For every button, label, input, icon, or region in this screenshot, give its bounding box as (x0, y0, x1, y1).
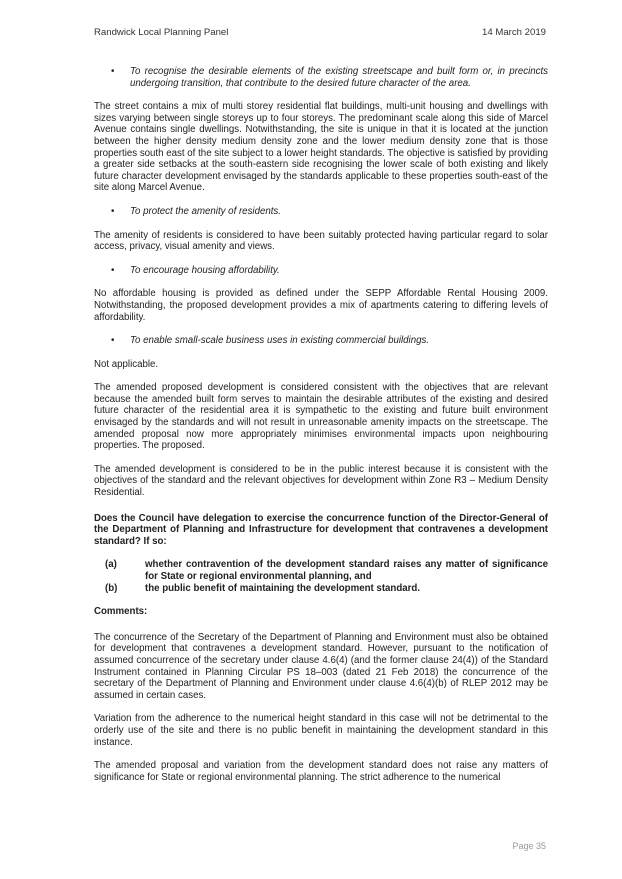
objective-text: To encourage housing affordability. (130, 264, 280, 276)
list-item-text: whether contravention of the development standard raises any matter of significance for State or regional environmental planning, and (145, 559, 548, 582)
comments-heading: Comments: (94, 606, 148, 618)
objective-text: To enable small-scale business uses in existing commercial buildings. (130, 335, 430, 347)
question-heading: Does the Council have delegation to exercise the concurrence function of the Director-General of the Department of Planning and Infrastructure for development that contravenes a development standard? If so: (94, 512, 548, 547)
criteria-list (94, 559, 548, 594)
objective-bullet-amenity (94, 206, 548, 218)
paragraph-consistency: The amended proposed development is considered consistent with the objectives that are relevant because the amended built form serves to maintain the desirable attributes of the existing and desired future character of the residential area it is sympathetic to the existing and future built environment envisaged by the standards and will not result in unreasonable amenity impacts on the streetscape. The amended proposal now more appropriately minimises environmental impacts upon neighbouring properties. The proposed. (94, 382, 548, 452)
paragraph-public-interest: The amended development is considered to be in the public interest because it is consistent with the objectives of the standard and the relevant objectives for development within Zone R3 – Medium Density Residential. (94, 463, 548, 499)
paragraph-variation: Variation from the adherence to the numerical height standard in this case will not be detrimental to the orderly use of the site and there is no public benefit in maintaining the development standard in this instance. (94, 713, 548, 748)
objective-bullet-business (94, 335, 548, 347)
list-item (94, 583, 548, 595)
list-item-label: (b) (105, 582, 118, 594)
paragraph-streetscape: The street contains a mix of multi storey residential flat buildings, multi-unit housing and dwellings with sizes varying between single storeys up to four storeys. The predominant scale along this side of Marcel Avenue contains single dwellings. Notwithstanding, the site is unique in that it is located at the junction between the higher density medium density zone and the lower medium density zone that is those properties south east of the site subject to a lower height standards. The objective is satisfied by providing a greater side setbacks at the south-eastern side recognising the lower scale of both existing and likely future character development envisaged by the standards applicable to these properties south-east of the site along Marcel Avenue. (94, 101, 548, 194)
paragraph-concurrence: The concurrence of the Secretary of the Department of Planning and Environment must also be obtained for development that contravenes a development standard. However, pursuant to the notification of assumed concurrence of the secretary under clause 4.6(4) (and the former clause 24(4)) of the Standard Instrument contained in Planning Circular PS 18–003 (dated 21 Feb 2018) the concurrence of the secretary of the Department of Planning and Environment under clause 4.6(4)(b) of RLEP 2012 may be assumed in certain cases. (94, 631, 548, 701)
objective-bullet-streetscape (94, 66, 548, 89)
document-body (94, 66, 548, 795)
header-date: 14 March 2019 (482, 27, 546, 38)
objective-bullet-affordability (94, 265, 548, 277)
list-item-text: the public benefit of maintaining the development standard. (145, 582, 421, 594)
page-number: Page 35 (512, 841, 546, 851)
paragraph-amenity: The amenity of residents is considered to have been suitably protected having particular regard to solar access, privacy, visual amenity and views. (94, 229, 548, 253)
bullet-icon: • (111, 264, 115, 276)
list-item-label: (a) (105, 559, 117, 571)
paragraph-not-applicable: Not applicable. (94, 358, 159, 370)
objective-text: To protect the amenity of residents. (130, 205, 281, 217)
paragraph-significance: The amended proposal and variation from the development standard does not raise any matters of significance for State or regional environmental planning. The strict adherence to the numerical (94, 760, 548, 783)
header-panel-name: Randwick Local Planning Panel (94, 27, 229, 38)
list-item (94, 559, 548, 582)
bullet-icon: • (111, 335, 115, 347)
page-header (94, 27, 546, 41)
objective-text: To recognise the desirable elements of the existing streetscape and built form or, in precincts undergoing transition, that contribute to the desired future character of the area. (130, 66, 548, 89)
bullet-icon: • (111, 205, 115, 217)
paragraph-affordability: No affordable housing is provided as defined under the SEPP Affordable Rental Housing 2009. Notwithstanding, the proposed development provides a mix of apartments catering to differing levels of affordability. (94, 288, 548, 323)
bullet-icon: • (111, 66, 115, 77)
